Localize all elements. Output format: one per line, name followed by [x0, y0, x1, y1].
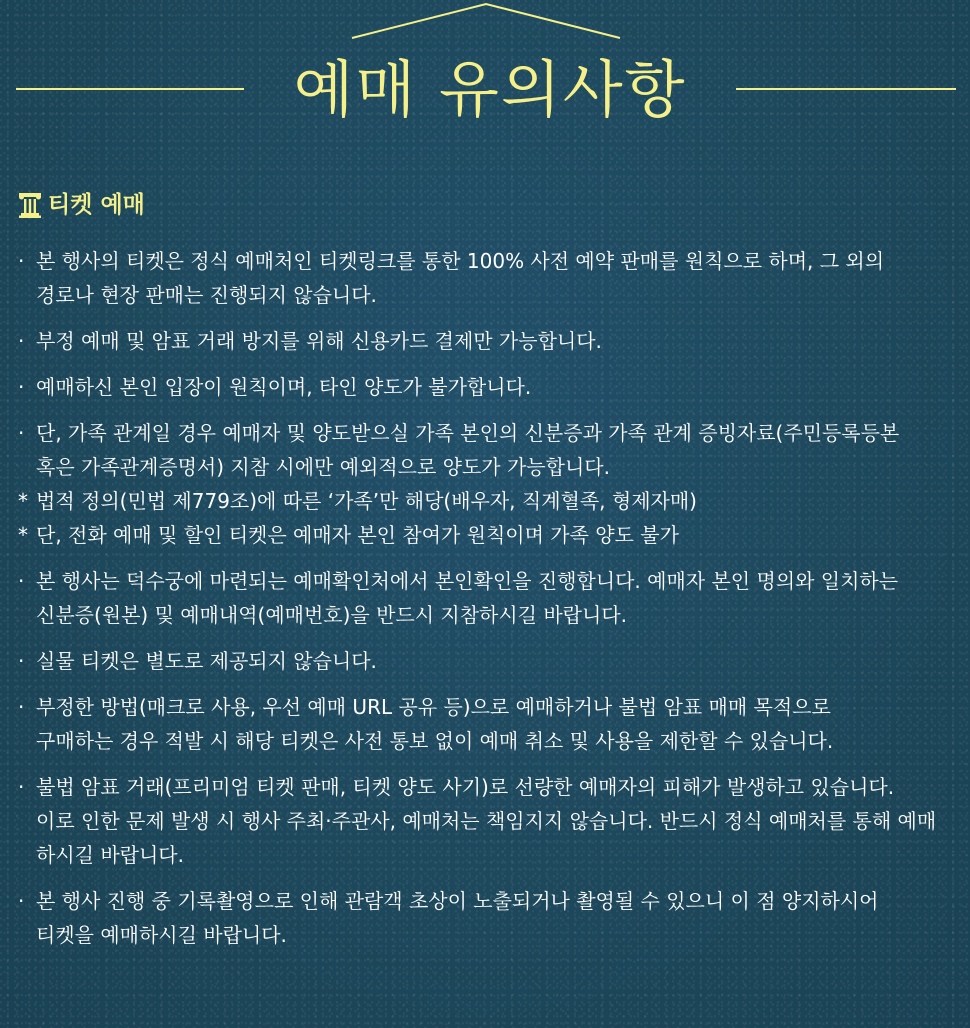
bullet-mark: ·: [18, 249, 25, 273]
notice-item: [18, 416, 954, 484]
pillar-icon: [18, 192, 42, 218]
notice-text: 본 행사의 티켓은 정식 예매처인 티켓링크를 통한 100% 사전 예약 판매를 원칙으로 하며, 그 외의 경로나 현장 판매는 진행되지 않습니다.: [36, 249, 885, 307]
asterisk-mark: *: [18, 523, 28, 547]
bullet-mark: ·: [18, 421, 25, 445]
notice-footnote: [18, 484, 954, 518]
notice-item: [18, 244, 954, 312]
notice-text: 부정한 방법(매크로 사용, 우선 예매 URL 공유 등)으로 예매하거나 불법 암표 매매 목적으로 구매하는 경우 적발 시 해당 티켓은 사전 통보 없이 예매 취소 및 사용을 제한할 수 있습니다.: [36, 695, 834, 753]
notice-item: [18, 884, 954, 952]
notice-text: 불법 암표 거래(프리미엄 티켓 판매, 티켓 양도 사기)로 선량한 예매자의 피해가 발생하고 있습니다. 이로 인한 문제 발생 시 행사 주최·주관사, 예매처는 책임지지 않습니다. 반드시 정식 예매처를 통해 예매 하시길 바랍니다.: [36, 775, 937, 867]
notice-text: 부정 예매 및 암표 거래 방지를 위해 신용카드 결제만 가능합니다.: [36, 329, 602, 353]
notice-text: 본 행사는 덕수궁에 마련되는 예매확인처에서 본인확인을 진행합니다. 예매자 본인 명의와 일치하는 신분증(원본) 및 예매내역(예매번호)을 반드시 지참하시길 바랍니다.: [36, 569, 899, 627]
notice-text: 본 행사 진행 중 기록촬영으로 인해 관람객 초상이 노출되거나 촬영될 수 있으니 이 점 양지하시어 티켓을 예매하시길 바랍니다.: [36, 889, 879, 947]
page-title: 예매 유의사항: [293, 53, 687, 126]
notice-footnote: [18, 518, 954, 552]
notice-list: [18, 244, 954, 952]
bullet-mark: ·: [18, 649, 25, 673]
title-rule-right: [736, 88, 956, 90]
notice-text: 단, 가족 관계일 경우 예매자 및 양도받으실 가족 본인의 신분증과 가족 관계 증빙자료(주민등록등본 혹은 가족관계증명서) 지참 시에만 예외적으로 양도가 가능합니다.: [36, 421, 900, 479]
header: [0, 0, 970, 150]
notice-item: [18, 690, 954, 758]
notice-item: [18, 324, 954, 358]
notice-item: [18, 370, 954, 404]
notice-text: 단, 전화 예매 및 할인 티켓은 예매자 본인 참여가 원칙이며 가족 양도 불가: [36, 523, 679, 547]
asterisk-mark: *: [18, 489, 28, 513]
notice-item: [18, 644, 954, 678]
bullet-mark: ·: [18, 569, 25, 593]
bullet-mark: ·: [18, 889, 25, 913]
notice-item: [18, 564, 954, 632]
notice-text: 예매하신 본인 입장이 원칙이며, 타인 양도가 불가합니다.: [36, 375, 532, 399]
bullet-mark: ·: [18, 329, 25, 353]
notice-text: 실물 티켓은 별도로 제공되지 않습니다.: [36, 649, 377, 673]
section-heading-label: 티켓 예매: [48, 192, 145, 218]
bullet-mark: ·: [18, 695, 25, 719]
section-heading: [18, 190, 145, 220]
notice-item: [18, 770, 954, 872]
bullet-mark: ·: [18, 775, 25, 799]
notice-text: 법적 정의(민법 제779조)에 따른 ‘가족’만 해당(배우자, 직계혈족, 형제자매): [36, 489, 697, 513]
bullet-mark: ·: [18, 375, 25, 399]
title-rule-left: [16, 88, 244, 90]
